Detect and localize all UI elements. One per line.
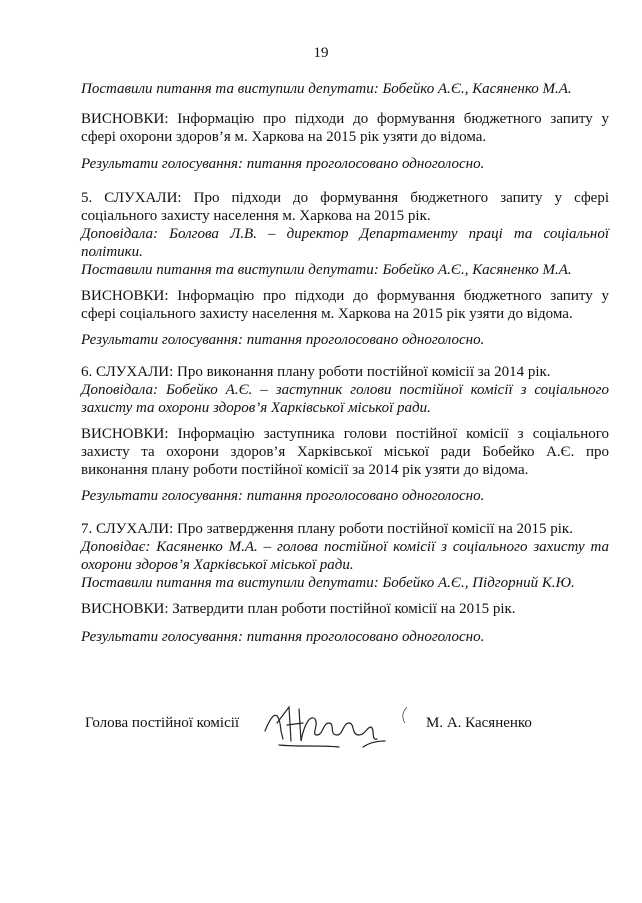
item-heard-line: соціального захисту населення м. Харкова на 2015 рік. <box>81 208 431 224</box>
conclusions-line: ВИСНОВКИ: Інформацію про підходи до формування бюджетного запиту у <box>81 288 609 304</box>
conclusions-line: захисту та охорони здоров’я Харківської міської ради Бобейко А.Є. про <box>81 444 609 460</box>
signature-block <box>81 709 609 769</box>
debate-participants-line: Поставили питання та виступили депутати: Бобейко А.Є., Підгорний К.Ю. <box>81 575 575 591</box>
speaker-line: охорони здоров’я Харківської міської ради. <box>81 557 354 573</box>
conclusions-line: ВИСНОВКИ: Інформацію заступника голови постійної комісії з соціального <box>81 426 609 442</box>
speaker-line: захисту та охорони здоров’я Харківської міської ради. <box>81 400 431 416</box>
speaker-line: Доповідала: Бобейко А.Є. – заступник голови постійної комісії з соціального <box>81 382 609 398</box>
conclusions-line: сфері охорони здоров’я м. Харкова на 2015 рік узяти до відома. <box>81 129 487 145</box>
item-heard-line: 5. СЛУХАЛИ: Про підходи до формування бюджетного запиту у сфері <box>81 190 609 206</box>
page-number: 19 <box>313 45 329 61</box>
speaker-line: Доповідає: Касяненко М.А. – голова постійної комісії з соціального захисту та <box>81 539 609 555</box>
debate-participants-line: Поставили питання та виступили депутати: Бобейко А.Є., Касяненко М.А. <box>81 81 572 97</box>
item-heard-line: 6. СЛУХАЛИ: Про виконання плану роботи постійної комісії за 2014 рік. <box>81 364 551 380</box>
debate-participants-line: Поставили питання та виступили депутати: Бобейко А.Є., Касяненко М.А. <box>81 262 572 278</box>
speaker-line: Доповідала: Болгова Л.В. – директор Департаменту праці та соціальної <box>81 226 609 242</box>
handwritten-signature-icon <box>259 701 419 761</box>
voting-result-line: Результати голосування: питання проголосовано одноголосно. <box>81 488 485 504</box>
speaker-line: політики. <box>81 244 143 260</box>
voting-result-line: Результати голосування: питання проголосовано одноголосно. <box>81 332 485 348</box>
voting-result-line: Результати голосування: питання проголосовано одноголосно. <box>81 156 485 172</box>
conclusions-line: виконання плану роботи постійної комісії за 2014 рік узяти до відома. <box>81 462 529 478</box>
conclusions-line: ВИСНОВКИ: Затвердити план роботи постійної комісії на 2015 рік. <box>81 601 516 617</box>
conclusions-line: сфері соціального захисту населення м. Харкова на 2015 рік узяти до відома. <box>81 306 573 322</box>
item-heard-line: 7. СЛУХАЛИ: Про затвердження плану роботи постійної комісії на 2015 рік. <box>81 521 573 537</box>
conclusions-line: ВИСНОВКИ: Інформацію про підходи до формування бюджетного запиту у <box>81 111 609 127</box>
chairman-name: М. А. Касяненко <box>426 715 532 731</box>
voting-result-line: Результати голосування: питання проголосовано одноголосно. <box>81 629 485 645</box>
chairman-title: Голова постійної комісії <box>85 715 240 731</box>
